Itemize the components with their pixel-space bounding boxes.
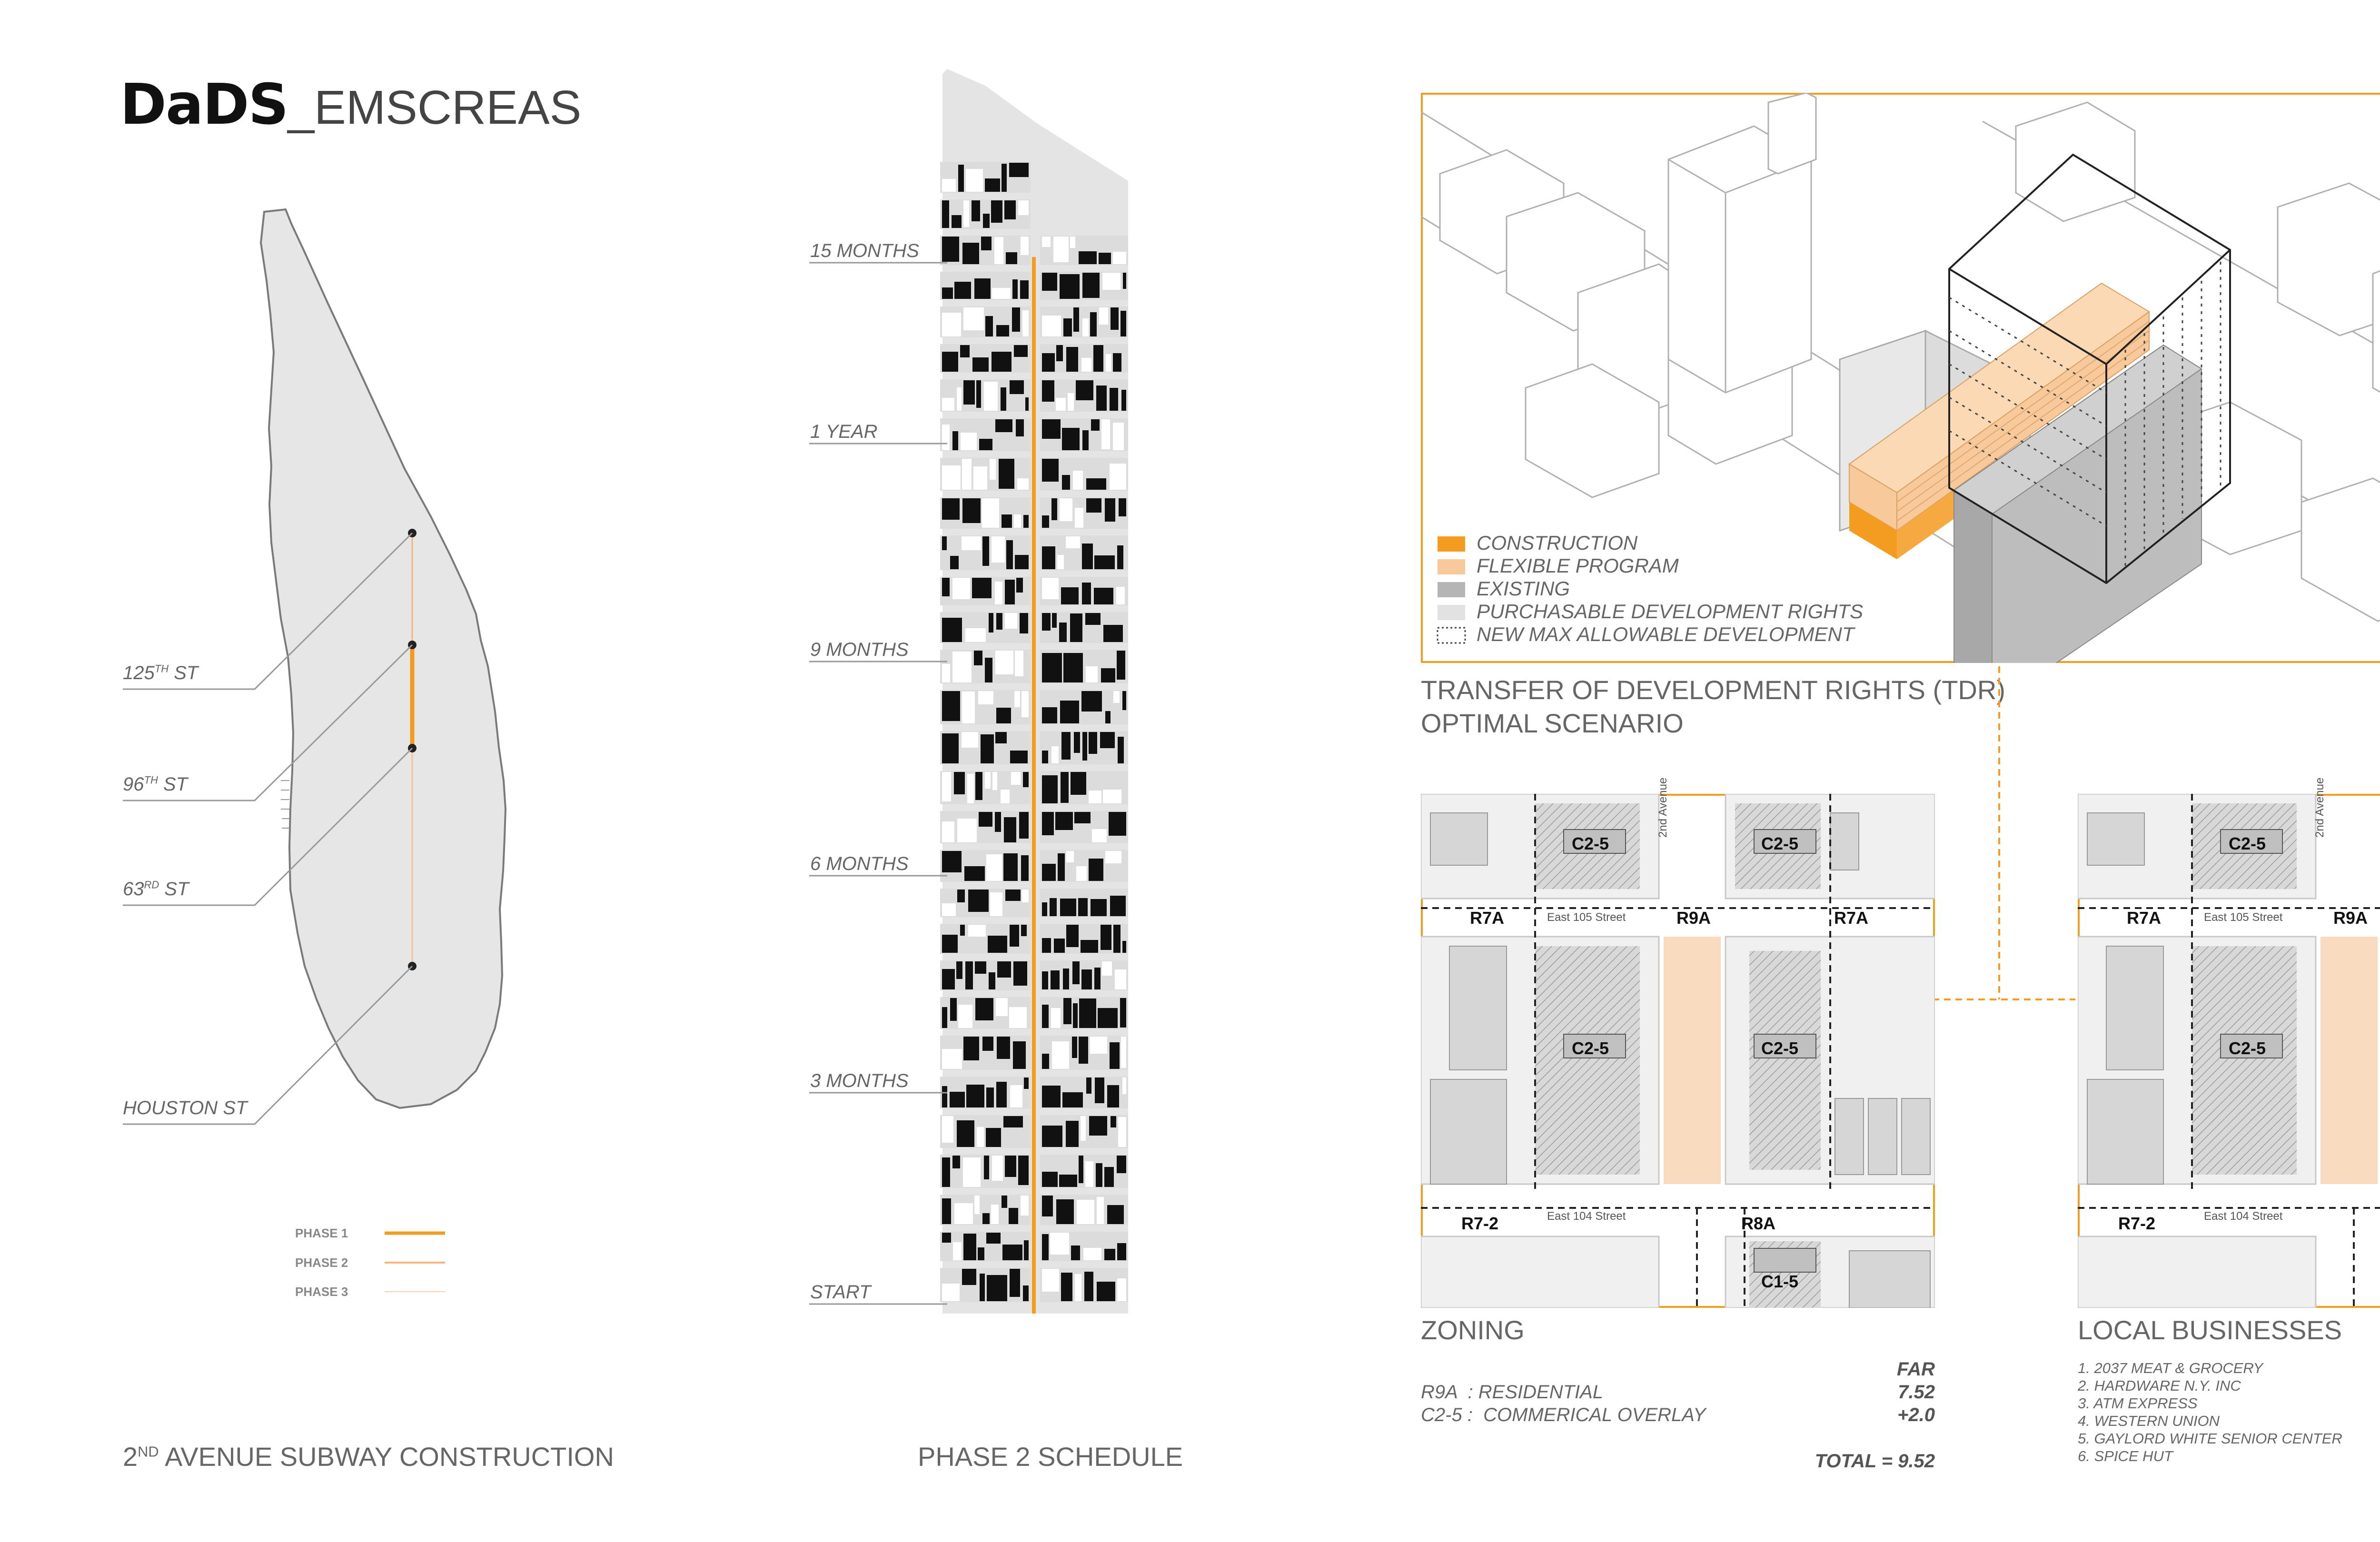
zone-c25-nw: C2-5: [2229, 834, 2266, 853]
schedule-label-3-months: 3 MONTHS: [810, 1070, 909, 1091]
street-label-63: 63RD ST: [123, 879, 189, 900]
zone-r8a: R8A: [1741, 1214, 1776, 1233]
manhattan-map: [0, 0, 571, 1542]
legend-swatch-flexible: [1438, 559, 1465, 574]
zoning-row-label: R9A : RESIDENTIAL: [1421, 1382, 1604, 1403]
zone-c25-ne: C2-5: [1761, 834, 1799, 853]
legend-label-purchasable: PURCHASABLE DEVELOPMENT RIGHTS: [1477, 600, 1864, 623]
zone-c25-w: C2-5: [2229, 1038, 2266, 1058]
legend-label-flexible: FLEXIBLE PROGRAM: [1477, 554, 1679, 577]
list-item: 3. ATM EXPRESS: [2078, 1395, 2198, 1412]
schedule-label-15-months: 15 MONTHS: [810, 240, 919, 261]
list-item: 6. SPICE HUT: [2078, 1448, 2173, 1464]
zone-r7a-e: R7A: [1834, 908, 1869, 928]
phase-label-3: PHASE 3: [295, 1285, 348, 1299]
schedule-label-9-months: 9 MONTHS: [810, 639, 909, 660]
list-item: 1. 2037 MEAT & GROCERY: [2078, 1360, 2263, 1376]
legend-label-max: NEW MAX ALLOWABLE DEVELOPMENT: [1477, 623, 1854, 645]
street-label-houston: HOUSTON ST: [123, 1097, 248, 1118]
legend-swatch-construction: [1438, 536, 1465, 552]
zone-r72: R7-2: [1461, 1214, 1499, 1233]
legend-swatch-existing: [1438, 582, 1465, 597]
street-e105: East 105 Street: [2204, 911, 2283, 924]
street-2nd-ave: 2nd Avenue: [1656, 777, 1669, 838]
street-e105: East 105 Street: [1547, 911, 1626, 924]
schedule-label-1-year: 1 YEAR: [810, 421, 878, 442]
tdr-caption: TRANSFER OF DEVELOPMENT RIGHTS (TDR) OPTIMAL SCENARIO: [1421, 675, 2005, 738]
zoning-row-value: 7.52: [1898, 1382, 1935, 1403]
schedule-strip: [928, 67, 1142, 1314]
list-item: 4. WESTERN UNION: [2078, 1413, 2220, 1429]
legend-label-existing: EXISTING: [1477, 577, 1570, 600]
street-label-96: 96TH ST: [123, 774, 188, 795]
phase-label-2: PHASE 2: [295, 1255, 348, 1270]
legend-swatch-purchasable: [1438, 605, 1465, 620]
title-light: _EMSCREAS: [288, 81, 582, 134]
phase-label-1: PHASE 1: [295, 1226, 348, 1240]
list-item: 5. GAYLORD WHITE SENIOR CENTER: [2078, 1430, 2342, 1447]
zone-c25-e: C2-5: [1761, 1038, 1799, 1058]
zone-c25-w: C2-5: [1572, 1038, 1609, 1058]
far-header: FAR: [1897, 1359, 1935, 1380]
zone-r9a: R9A: [2333, 908, 2368, 928]
map-caption: 2ND AVENUE SUBWAY CONSTRUCTION: [123, 1442, 614, 1472]
street-label-125: 125TH ST: [123, 662, 198, 683]
title-bold: DaDS: [120, 71, 288, 137]
zoning-total: TOTAL = 9.52: [1815, 1451, 1935, 1472]
street-e104: East 104 Street: [1547, 1210, 1626, 1223]
schedule-caption: PHASE 2 SCHEDULE: [918, 1442, 1183, 1472]
business-list-col1: [2078, 1359, 2342, 1465]
schedule-label-6-months: 6 MONTHS: [810, 853, 909, 874]
zoning-row-value: +2.0: [1897, 1404, 1935, 1425]
zone-c15: C1-5: [1761, 1272, 1799, 1291]
zone-r7a-w: R7A: [2127, 908, 2162, 928]
legend-swatch-max: [1438, 628, 1465, 643]
schedule-leaders: [809, 238, 952, 1333]
zoning-caption: ZONING: [1421, 1315, 1525, 1345]
businesses-caption: LOCAL BUSINESSES: [2078, 1315, 2342, 1345]
list-item: 2. HARDWARE N.Y. INC: [2078, 1377, 2241, 1394]
zoning-row-label: C2-5 : COMMERICAL OVERLAY: [1421, 1404, 1706, 1425]
zone-r7a-w: R7A: [1470, 908, 1505, 928]
manhattan-island: [261, 209, 506, 1108]
zone-c25-nw: C2-5: [1572, 834, 1609, 853]
street-e104: East 104 Street: [2204, 1210, 2283, 1223]
zone-r9a: R9A: [1676, 908, 1711, 928]
legend-label-construction: CONSTRUCTION: [1477, 532, 1638, 554]
zone-r72: R7-2: [2118, 1214, 2156, 1233]
schedule-label-start: START: [810, 1282, 871, 1303]
street-2nd-ave: 2nd Avenue: [2313, 777, 2326, 838]
